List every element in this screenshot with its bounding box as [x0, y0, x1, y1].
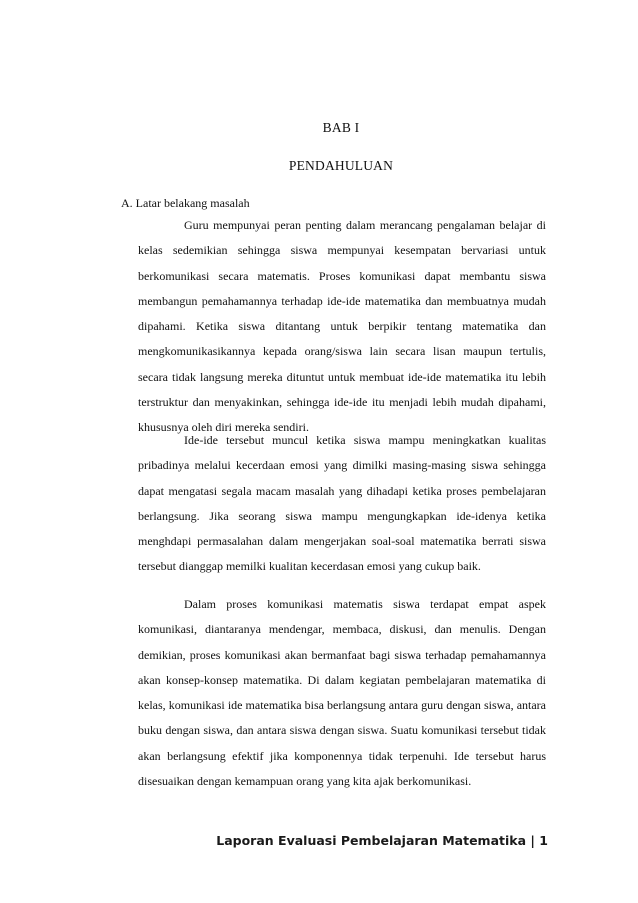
paragraph: Ide-ide tersebut muncul ketika siswa mampu meningkatkan kualitas pribadinya melalui kecerdaan emosi yang dimilki masing-masing siswa sehingga dapat mengatasi segala macam masalah yang dihadapi ketika proses pembelajaran berlangsung. Jika seorang siswa mampu mengungkapkan ide-idenya ketika menghdapi permasalahan dalam mengerjakan soal-soal matematika berrati siswa tersebut dianggap memilki kualitan kecerdasan emosi yang cukup baik. [138, 433, 546, 574]
paragraph-block [138, 592, 546, 794]
page-footer: Laporan Evaluasi Pembelajaran Matematika | 1 [216, 833, 548, 848]
section-heading: A. Latar belakang masalah [121, 196, 250, 210]
paragraph-block [138, 213, 546, 441]
paragraph: Dalam proses komunikasi matematis siswa terdapat empat aspek komunikasi, diantaranya mendengar, membaca, diskusi, dan menulis. Dengan demikian, proses komunikasi akan bermanfaat bagi siswa terhadap pemahamannya akan konsep-konsep matematika. Di dalam kegiatan pembelajaran matematika di kelas, komunikasi ide matematika bisa berlangsung antara guru dengan siswa, antara buku dengan siswa, dan antara siswa dengan siswa. Suatu komunikasi tersebut tidak akan berlangsung efektif jika komponennya tidak terpenuhi. Ide tersebut harus disesuaikan dengan kemampuan orang yang kita ajak berkomunikasi. [138, 597, 546, 789]
paragraph-block [138, 428, 546, 580]
chapter-number: BAB I [322, 120, 360, 135]
paragraph: Guru mempunyai peran penting dalam merancang pengalaman belajar di kelas sedemikian sehingga siswa mempunyai kesempatan bervariasi untuk berkomunikasi secara matematis. Proses komunikasi dapat membantu siswa membangun pemahamannya terhadap ide-ide matematika dan membuatnya mudah dipahami. Ketika siswa ditantang untuk berpikir tentang matematika dan mengkomunikasikannya kepada orang/siswa lain secara lisan maupun tertulis, secara tidak langsung mereka dituntut untuk membuat ide-ide matematika itu lebih terstruktur dan menyakinkan, sehingga ide-ide itu menjadi lebih mudah dipahami, khususnya oleh diri mereka sendiri. [138, 218, 546, 435]
chapter-title: PENDAHULUAN [288, 158, 394, 173]
